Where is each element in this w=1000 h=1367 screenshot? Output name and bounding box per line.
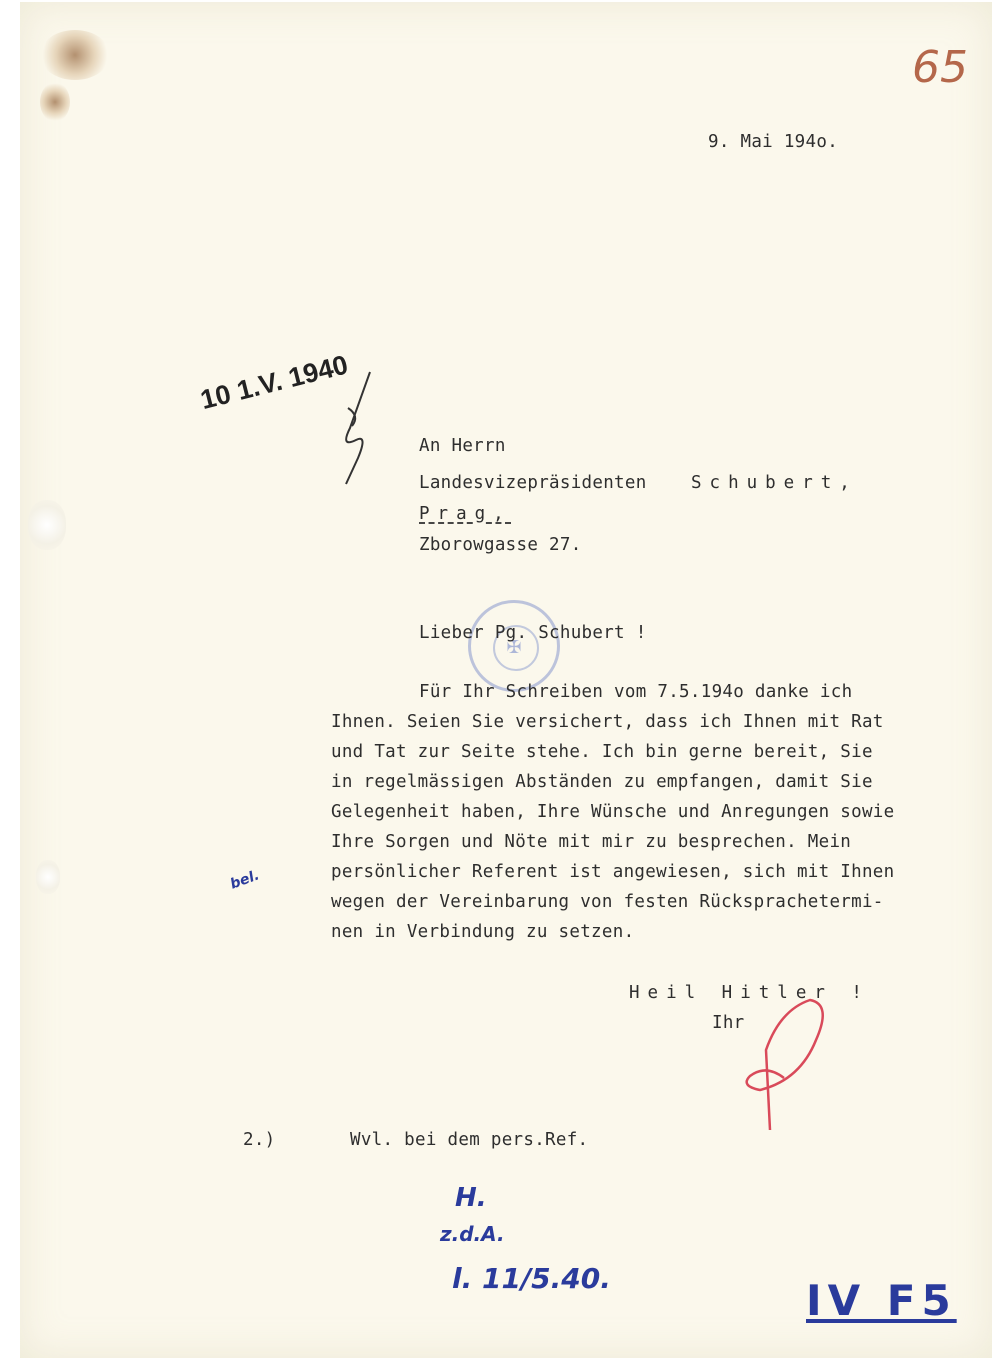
body-line: persönlicher Referent ist angewiesen, sich mit Ihnen: [331, 862, 895, 882]
initials-note: H.: [455, 1183, 487, 1213]
body-line: wegen der Vereinbarung von festen Rücksprachetermi-: [331, 892, 884, 912]
file-code: IV F5: [806, 1276, 957, 1325]
body-line: Gelegenheit haben, Ihre Wünsche und Anregungen sowie: [331, 802, 895, 822]
body-line: in regelmässigen Abständen zu empfangen, damit Sie: [331, 772, 873, 792]
date-note: l. 11/5.40.: [452, 1262, 611, 1295]
instruction-number: 2.): [243, 1130, 276, 1150]
burn-mark: [40, 82, 70, 122]
margin-note: bel.: [228, 867, 262, 893]
address-city: Prag,: [419, 504, 512, 524]
body-line: Ihnen. Seien Sie versichert, dass ich Ihnen mit Rat: [331, 712, 884, 732]
body-line: Ihre Sorgen und Nöte mit mir zu besprechen. Mein: [331, 832, 852, 852]
body-line: und Tat zur Seite stehe. Ich bin gerne bereit, Sie: [331, 742, 873, 762]
official-seal: [468, 600, 560, 692]
letter-greeting: Lieber Pg. Schubert !: [419, 623, 647, 643]
stamp-paraph: [330, 368, 380, 488]
letter-date: 9. Mai 194o.: [708, 132, 839, 152]
paper-tear: [36, 860, 60, 894]
address-street: Zborowgasse 27.: [419, 535, 582, 555]
eagle-icon: ✠: [506, 637, 522, 658]
received-date-stamp: 10 1.V. 1940: [197, 349, 351, 416]
letter-closing: Heil Hitler !: [629, 983, 870, 1003]
signature: [720, 990, 840, 1140]
zda-note: z.d.A.: [440, 1222, 505, 1246]
paper-tear: [28, 500, 66, 550]
address-title: Landesvizepräsidenten: [419, 473, 647, 493]
page-number: 65: [912, 42, 968, 93]
body-line: Für Ihr Schreiben vom 7.5.194o danke ich: [419, 682, 853, 702]
address-salutation: An Herrn: [419, 436, 506, 456]
instruction-text: Wvl. bei dem pers.Ref.: [350, 1130, 589, 1150]
letter-closing-ihr: Ihr: [712, 1013, 745, 1033]
burn-mark: [40, 30, 110, 80]
address-name: Schubert,: [691, 473, 858, 493]
body-line: nen in Verbindung zu setzen.: [331, 922, 635, 942]
